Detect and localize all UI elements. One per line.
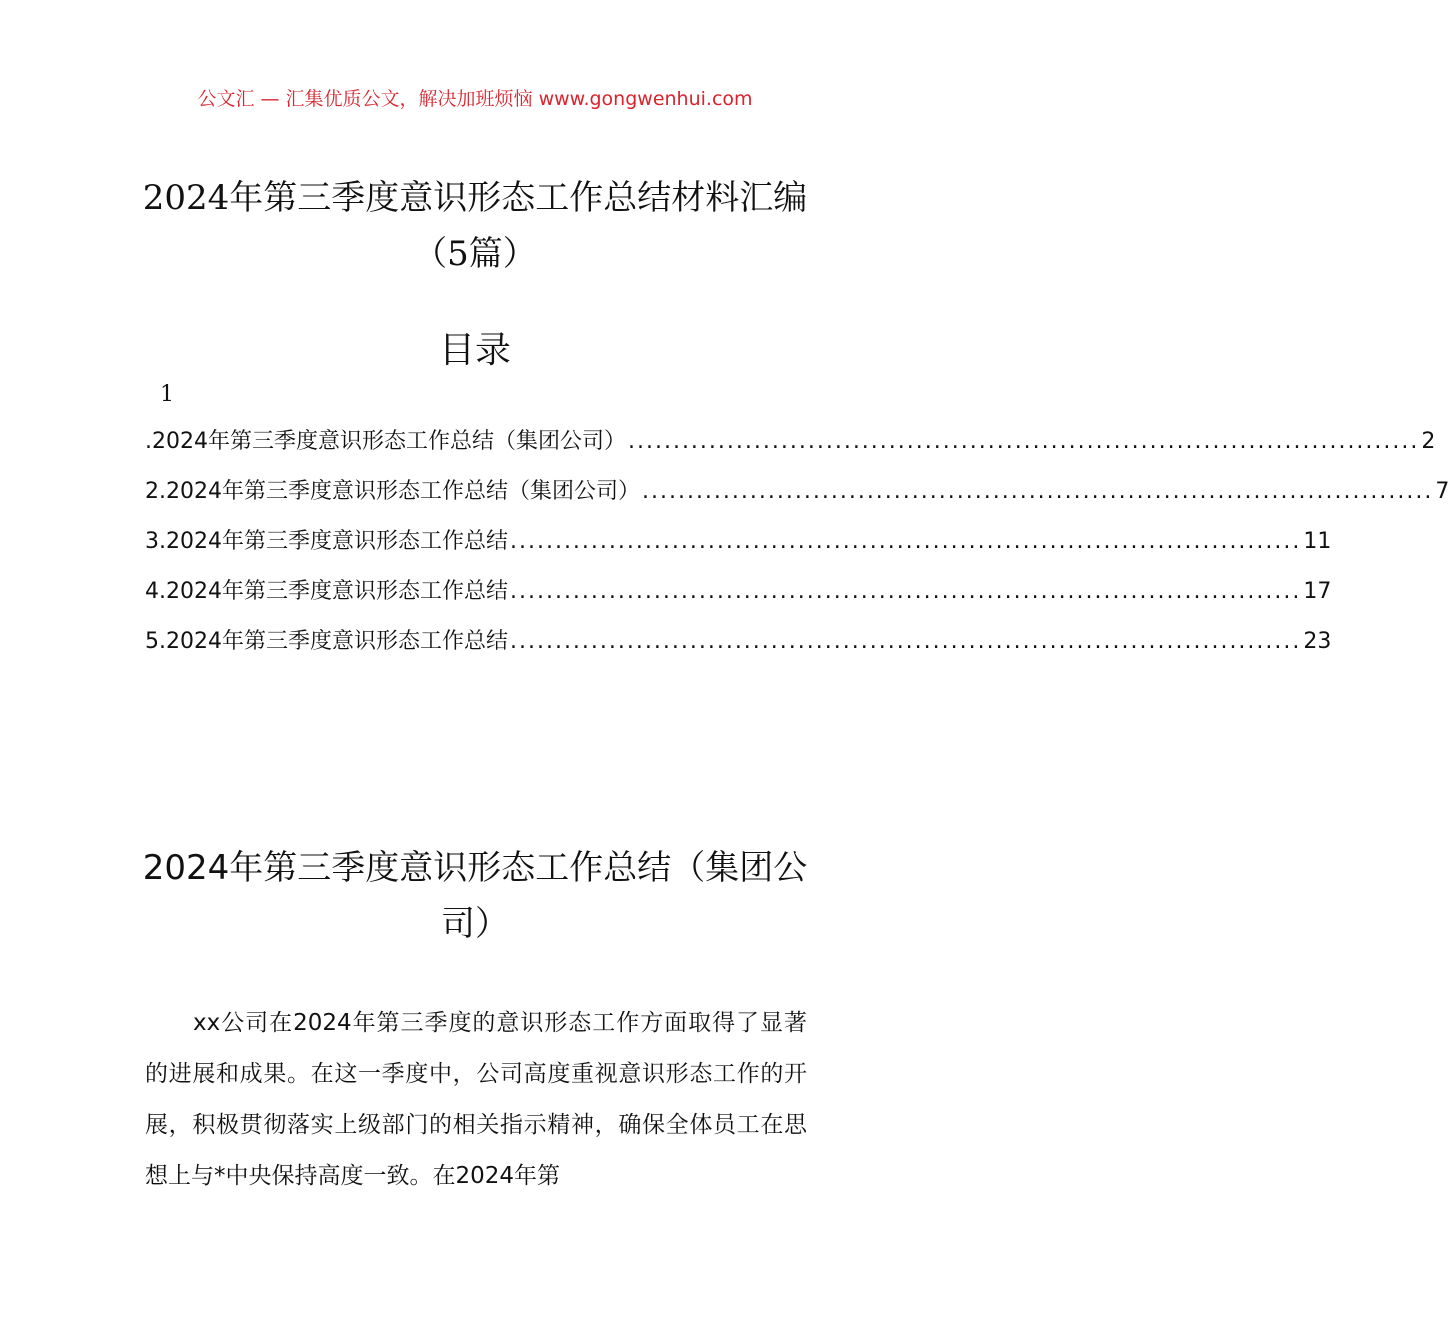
toc-item-page: 7 <box>1435 479 1449 504</box>
toc-item-4[interactable] <box>145 574 1332 624</box>
toc-item-title: 2.2024年第三季度意识形态工作总结（集团公司） <box>145 479 640 504</box>
toc-item-3[interactable] <box>145 524 1332 574</box>
toc-leader-dots: ........................................................................................ <box>509 579 1302 604</box>
toc-leader-dots: ........................................................................................ <box>627 429 1420 454</box>
toc-item-2[interactable] <box>145 474 1449 524</box>
document-title: 2024年第三季度意识形态工作总结材料汇编（5篇） <box>142 178 808 274</box>
toc-heading: 目录 <box>438 330 511 371</box>
toc-item-page: 17 <box>1303 579 1332 604</box>
toc-item-page: 11 <box>1303 529 1332 554</box>
header-banner: 公文汇 — 汇集优质公文，解决加班烦恼 www.gongwenhui.com <box>197 88 753 110</box>
toc-item-page: 2 <box>1421 429 1436 454</box>
body-paragraph: xx公司在2024年第三季度的意识形态工作方面取得了显著的进展和成果。在这一季度中，公司高度重视意识形态工作的开展，积极贯彻落实上级部门的相关指示精神，确保全体员工在思想上与*中央保持高度一致。在2024年第 <box>145 1010 807 1189</box>
toc-item-title: 3.2024年第三季度意识形态工作总结 <box>145 529 508 554</box>
toc-item-title: .2024年第三季度意识形态工作总结（集团公司） <box>145 429 626 454</box>
toc-item-title: 5.2024年第三季度意识形态工作总结 <box>145 629 508 654</box>
toc-leader-dots: ........................................................................................ <box>641 479 1434 504</box>
toc-leader-dots: ........................................................................................ <box>509 629 1302 654</box>
toc-item-page: 23 <box>1303 629 1332 654</box>
toc-item-title: 4.2024年第三季度意识形态工作总结 <box>145 579 508 604</box>
section-title: 2024年第三季度意识形态工作总结（集团公司） <box>142 848 808 944</box>
toc-leader-dots: ........................................................................................ <box>509 529 1302 554</box>
toc-stray-number: 1 <box>160 382 174 407</box>
toc-item-5[interactable] <box>145 624 1332 674</box>
toc-item-1[interactable] <box>145 424 1436 474</box>
table-of-contents <box>145 424 1449 674</box>
